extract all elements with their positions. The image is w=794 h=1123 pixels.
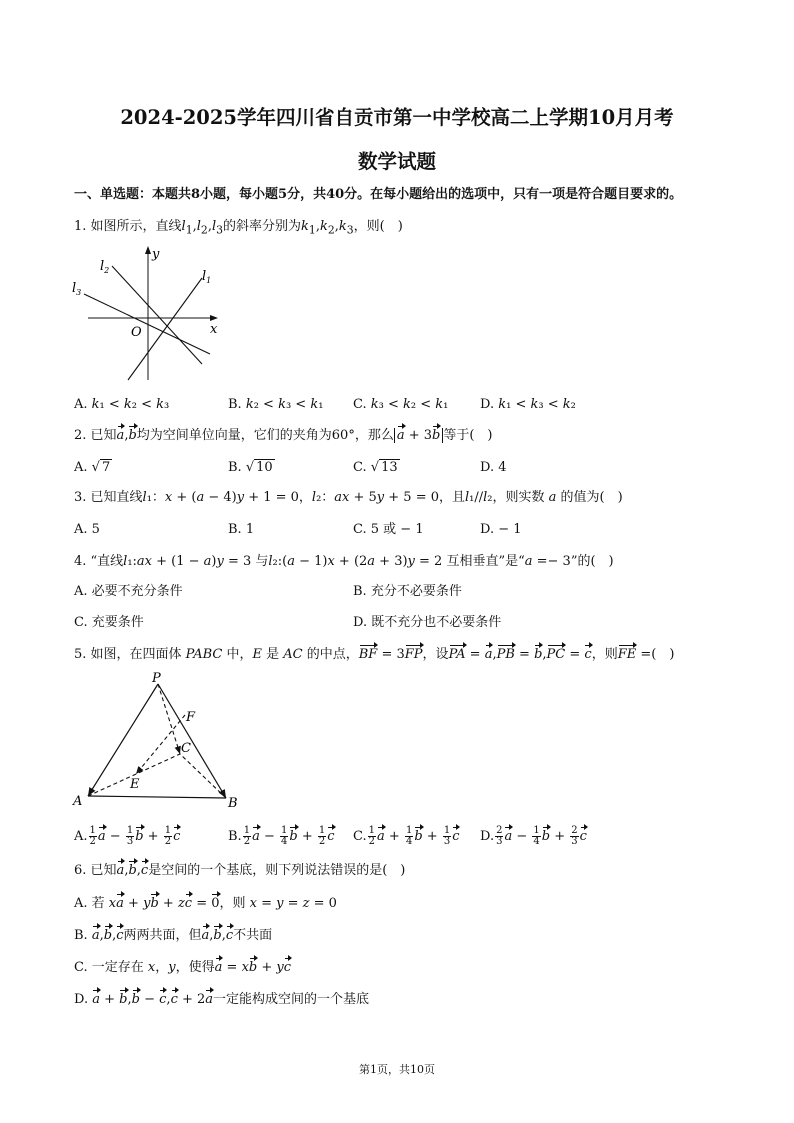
label-l2: $l_2$ [100,259,110,275]
q6-option-c: C. 一定存在 x，y，使得a = xb + yc [74,960,292,975]
q5-option-b: B. $\frac{1}{2}$ a − $\frac{1}{4}$ b + $\frac{1}{2}$ c [228,825,335,847]
q2-option-a: A. √ 7 [74,460,111,475]
label-l3: $l_3$ [72,281,82,297]
line-l2 [112,266,202,364]
q1-option-b: B. 𝑘₂ < 𝑘₃ < 𝑘₁ [228,397,324,412]
question-5-figure [66,668,256,813]
section-heading: 一、单选题：本题共8小题，每小题5分，共40分。在每小题给出的选项中，只有一项是符合题目要求的。 [74,187,683,202]
q4-option-a: A. 必要不充分条件 [74,584,183,599]
vertex-c-label: C [181,741,191,756]
q3-option-c: C. 5 或 − 1 [353,522,424,537]
q1-option-d: D. 𝑘₁ < 𝑘₃ < 𝑘₂ [480,397,576,412]
x-axis-label: x [210,322,218,337]
q1-option-a: A. 𝑘₁ < 𝑘₂ < 𝑘₃ [74,397,170,412]
page-footer: 第1页，共10页 [359,1063,435,1076]
q6-option-b: B. a,b,c两两共面，但a,b,c不共面 [74,928,273,943]
vertex-p-label: P [152,671,161,686]
origin-label: O [131,325,142,340]
question-5-stem: 5. 如图，在四面体 PABC 中，E 是 AC 的中点，BF = 3FP，设PA = a,PB = b,PC = c，则FE =( ) [74,647,675,662]
q6-option-a: A. 若 xa + yb + zc = 0，则 𝑥 = 𝑦 = 𝑧 = 0 [74,896,337,911]
x-axis-arrow [210,315,218,321]
question-3-stem: 3. 已知直线𝑙₁：𝑥 + (𝑎 − 4)𝑦 + 1 = 0，𝑙₂：𝑎𝑥 + 5𝑦 + 5 = 0，且𝑙₁//𝑙₂，则实数 𝑎 的值为( ) [74,490,623,505]
question-2-stem: 2. 已知a,b均为空间单位向量，它们的夹角为60°，那么 a + 3b 等于( ) [74,428,493,443]
q4-option-c: C. 充要条件 [74,615,144,630]
question-6-stem: 6. 已知a,b,c是空间的一个基底，则下列说法错误的是( ) [74,863,406,878]
q5-option-a: A. $\frac{1}{2}$ a − $\frac{1}{3}$ b + $\frac{1}{2}$ c [74,825,181,847]
vertex-a-label: A [73,794,83,809]
question-1-figure [70,240,230,390]
q4-option-d: D. 既不充分也不必要条件 [353,615,502,630]
y-axis-arrow [145,246,151,254]
q6-option-d: D. a + b,b − c,c + 2a一定能构成空间的一个基底 [74,992,370,1007]
q2-option-d: D. 4 [480,460,507,475]
point-f-label: F [186,710,196,725]
q2-option-c: C. √ 13 [353,460,398,475]
q1-option-c: C. 𝑘₃ < 𝑘₂ < 𝑘₁ [353,397,449,412]
line-l3 [84,294,210,354]
exam-title: 2024-2025学年四川省自贡市第一中学校高二上学期10月月考 [120,106,674,129]
edge-pa [88,684,158,796]
q4-option-b: B. 充分不必要条件 [353,584,462,599]
q5-option-d: D. $\frac{2}{3}$ a − $\frac{1}{4}$ b + $\frac{2}{3}$ c [480,825,587,847]
point-e-label: E [130,777,140,792]
edge-pb [158,684,226,798]
q3-option-b: B. 1 [228,522,255,537]
y-axis-label: y [152,247,160,262]
question-1-stem: 1. 如图所示，直线$l_1,l_2,l_3$的斜率分别为$k_1,k_2,k_3$，则( ) [74,219,403,237]
q3-option-a: A. 5 [74,522,100,537]
exam-subtitle: 数学试题 [357,150,436,173]
vector-fe [136,715,185,774]
label-l1: $l_1$ [202,269,212,285]
q3-option-d: D. − 1 [480,522,522,537]
question-4-stem: 4. “直线𝑙₁:𝑎𝑥 + (1 − 𝑎)𝑦 = 3 与𝑙₂:(𝑎 − 1)𝑥 + (2𝑎 + 3)𝑦 = 2 互相垂直”是“𝑎 =− 3”的( ) [74,554,614,569]
q2-option-b: B. √ 10 [228,460,273,475]
vertex-b-label: B [228,796,238,811]
edge-ab [88,796,226,798]
q5-option-c: C. $\frac{1}{2}$ a + $\frac{1}{4}$ b + $\frac{1}{3}$ c [353,825,460,847]
